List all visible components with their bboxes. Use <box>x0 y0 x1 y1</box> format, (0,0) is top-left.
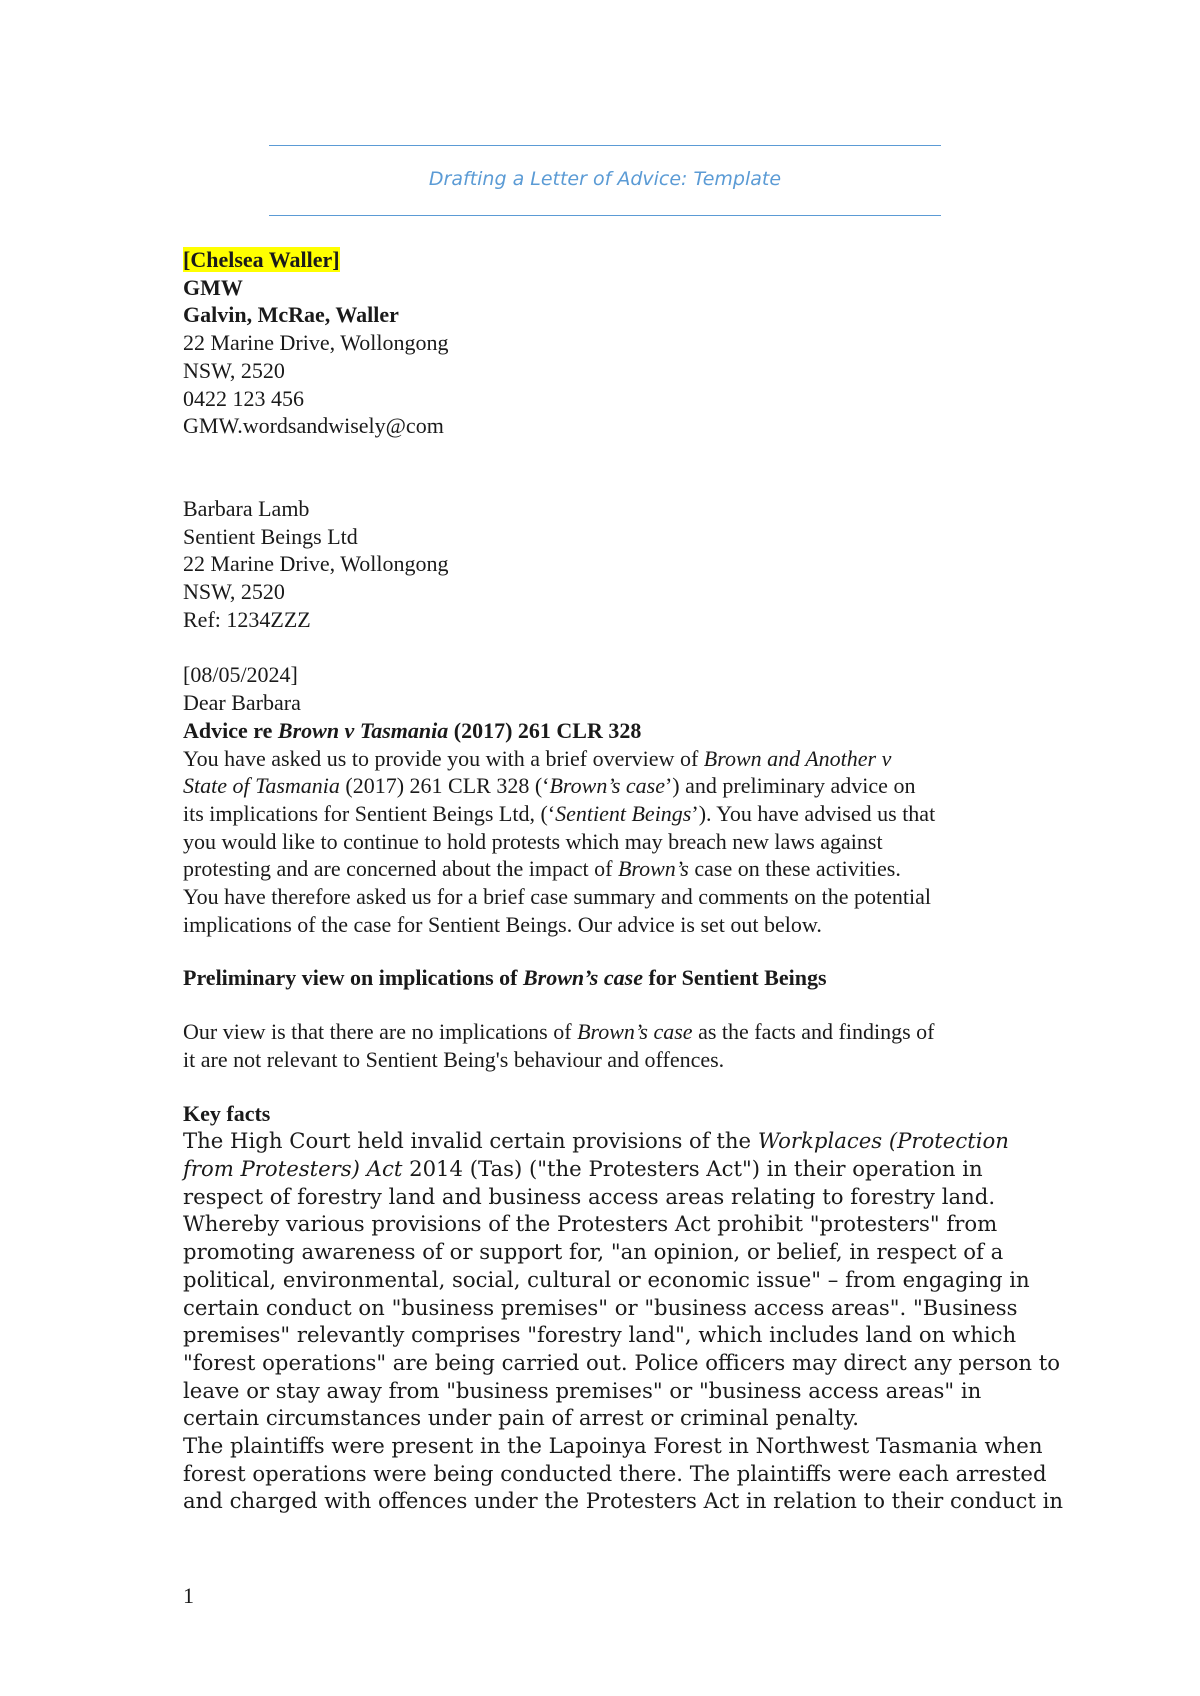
letter-body <box>183 246 1064 1515</box>
sender-name-line <box>183 246 1043 274</box>
sender-name: [Chelsea Waller] <box>183 247 340 272</box>
intro-paragraph: You have asked us to provide you with a brief overview of Brown and Another v State of Tasmania (2017) 261 CLR 328 (‘Brown’s case’) and preliminary advice on its implications for Sentient Beings Ltd, (‘Sentient Beings’). You have advised us that you would like to continue to hold protests which may breach new laws against protesting and are concerned about the impact of Brown’s case on these activities. You have therefore asked us for a brief case summary and comments on the potential implications of the case for Sentient Beings. Our advice is set out below. <box>183 745 936 937</box>
recipient-ref: Ref: 1234ZZZ <box>183 606 311 632</box>
recipient-address-1: 22 Marine Drive, Wollongong <box>183 551 449 577</box>
recipient-address-2: NSW, 2520 <box>183 579 285 605</box>
recipient-company: Sentient Beings Ltd <box>183 523 358 549</box>
subject-line: Advice re Brown v Tasmania (2017) 261 CLR 328 <box>183 717 642 743</box>
header-rule-bottom <box>269 215 941 216</box>
sender-email: GMW.wordsandwisely@com <box>183 413 444 439</box>
key-facts-paragraph: The High Court held invalid certain provisions of the Workplaces (Protection from Protesters) Act 2014 (Tas) ("the Protesters Act") in their operation in respect of forestry land and business access areas relating to forestry land. Whereby various provisions of the Protesters Act prohibit "protesters" from promoting awareness of or support for, "an opinion, or belief, in respect of a political, environmental, social, cultural or economic issue" – from engaging in certain conduct on "business premises" or "business access areas". "Business premises" relevantly comprises "forestry land", which includes land on which "forest operations" are being carried out. Police officers may direct any person to leave or stay away from "business premises" or "business access areas" in certain circumstances under pain of arrest or criminal penalty. The plaintiffs were present in the Lapoinya Forest in Northwest Tasmania when forest operations were being conducted there. The plaintiffs were each arrested and charged with offences under the Protesters Act in relation to their conduct in <box>183 1128 1064 1514</box>
sender-firm-full: Galvin, McRae, Waller <box>183 302 399 328</box>
header-rule-top <box>269 145 941 146</box>
page-number: 1 <box>183 1583 194 1608</box>
sender-address-2: NSW, 2520 <box>183 357 285 383</box>
salutation: Dear Barbara <box>183 690 301 716</box>
sender-firm-short: GMW <box>183 274 243 300</box>
sender-phone: 0422 123 456 <box>183 385 304 411</box>
letter-date: [08/05/2024] <box>183 662 298 688</box>
recipient-name: Barbara Lamb <box>183 495 310 521</box>
sender-address-1: 22 Marine Drive, Wollongong <box>183 330 449 356</box>
prelim-paragraph: Our view is that there are no implications of Brown’s case as the facts and findings of it are not relevant to Sentient Being's behaviour and offences. <box>183 1019 935 1072</box>
prelim-heading: Preliminary view on implications of Brown’s case for Sentient Beings <box>183 965 827 991</box>
document-title: Drafting a Letter of Advice: Template <box>428 168 782 190</box>
key-facts-heading: Key facts <box>183 1100 271 1126</box>
